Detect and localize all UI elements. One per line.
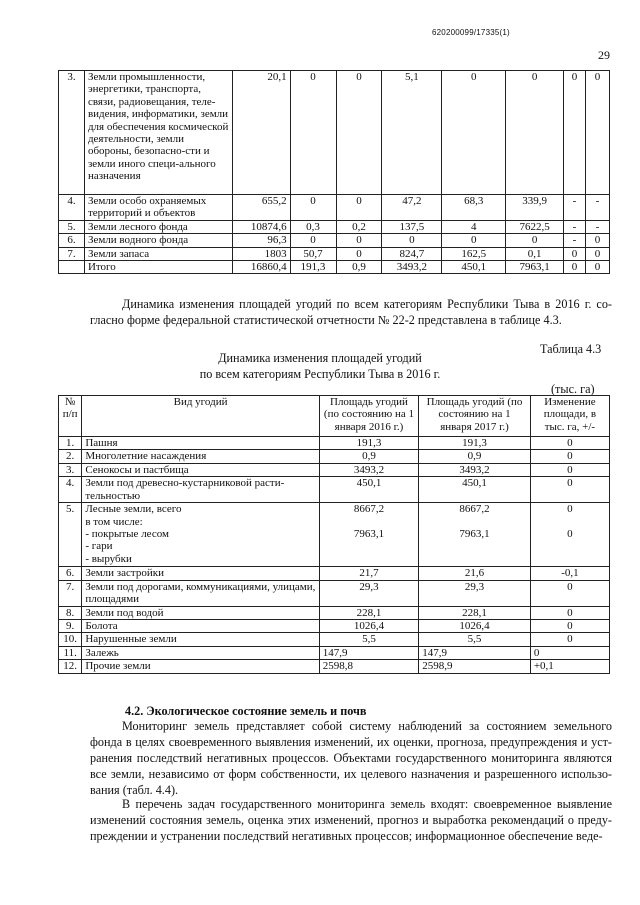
row-number: [59, 261, 85, 274]
cell-value: 0: [336, 247, 382, 260]
table-row: [59, 477, 610, 503]
land-type-name: Земли застройки: [82, 567, 319, 580]
area-2017: 5,5: [419, 633, 531, 646]
cell-value: 0: [585, 71, 609, 195]
cell-value: 339,9: [506, 195, 564, 221]
area-change: 0: [530, 477, 609, 503]
cell-value: 0: [442, 234, 506, 247]
land-type-name: Земли под дорогами, коммуникациями, улицами, площадями: [82, 580, 319, 606]
area-change: 0: [530, 646, 609, 659]
cell-value: 96,3: [232, 234, 290, 247]
cell-value: -: [564, 234, 586, 247]
header-area-2017: Площадь угодий (по состоянию на 1 января 2017 г.): [419, 396, 531, 437]
table-row: [59, 220, 610, 233]
area-change: 0 0: [530, 503, 609, 567]
cell-value: 1803: [232, 247, 290, 260]
land-category-name: Земли особо охраняемых территорий и объектов: [84, 195, 232, 221]
area-2016: 5,5: [319, 633, 418, 646]
cell-value: 3493,2: [382, 261, 442, 274]
land-type-name: Прочие земли: [82, 660, 319, 673]
table-header-row: [59, 396, 610, 437]
document-id: 620200099/17335(1): [432, 28, 510, 37]
area-2016: 191,3: [319, 437, 418, 450]
cell-value: 191,3: [290, 261, 336, 274]
table-row: [59, 646, 610, 659]
area-change: 0: [530, 633, 609, 646]
row-number: 3.: [59, 71, 85, 195]
row-number: 7.: [59, 580, 82, 606]
area-change: 0: [530, 606, 609, 619]
cell-value: 450,1: [442, 261, 506, 274]
cell-value: 0: [564, 71, 586, 195]
table-row: [59, 71, 610, 195]
area-2016: 1026,4: [319, 620, 418, 633]
cell-value: 0: [506, 234, 564, 247]
row-number: 5.: [59, 503, 82, 567]
row-number: 4.: [59, 477, 82, 503]
area-2017: 450,1: [419, 477, 531, 503]
area-2016: 21,7: [319, 567, 418, 580]
land-category-name: Итого: [84, 261, 232, 274]
area-2017: 21,6: [419, 567, 531, 580]
row-number: 4.: [59, 195, 85, 221]
land-category-name: Земли водного фонда: [84, 234, 232, 247]
cell-value: 0: [382, 234, 442, 247]
cell-value: 68,3: [442, 195, 506, 221]
land-type-name: Залежь: [82, 646, 319, 659]
cell-value: 824,7: [382, 247, 442, 260]
table-row: [59, 503, 610, 567]
cell-value: 0: [442, 71, 506, 195]
cell-value: 0: [290, 234, 336, 247]
table-title-line-1: Динамика изменения площадей угодий: [218, 351, 422, 365]
cell-value: 0: [290, 71, 336, 195]
cell-value: 20,1: [232, 71, 290, 195]
cell-value: 137,5: [382, 220, 442, 233]
page-number: 29: [598, 48, 610, 62]
cell-value: -: [564, 195, 586, 221]
row-number: 10.: [59, 633, 82, 646]
cell-value: 0: [585, 234, 609, 247]
land-type-name: Лесные земли, всего в том числе: - покрытые лесом - гари - вырубки: [82, 503, 319, 567]
row-number: 6.: [59, 234, 85, 247]
area-2016: 147,9: [319, 646, 418, 659]
area-2017: 1026,4: [419, 620, 531, 633]
area-2017: 228,1: [419, 606, 531, 619]
cell-value: 7622,5: [506, 220, 564, 233]
cell-value: 0: [564, 261, 586, 274]
area-2016: 8667,2 7963,1: [319, 503, 418, 567]
cell-value: 0,9: [336, 261, 382, 274]
header-area-2016: Площадь угодий (по состоянию на 1 января 2016 г.): [319, 396, 418, 437]
area-2016: 3493,2: [319, 463, 418, 476]
cell-value: 655,2: [232, 195, 290, 221]
area-change: 0: [530, 463, 609, 476]
cell-value: 50,7: [290, 247, 336, 260]
header-num: № п/п: [59, 396, 82, 437]
row-number: 1.: [59, 437, 82, 450]
land-type-name: Пашня: [82, 437, 319, 450]
cell-value: 0,2: [336, 220, 382, 233]
area-2017: 0,9: [419, 450, 531, 463]
land-category-name: Земли запаса: [84, 247, 232, 260]
row-number: 9.: [59, 620, 82, 633]
table-row: [59, 660, 610, 673]
cell-value: 0,1: [506, 247, 564, 260]
row-number: 8.: [59, 606, 82, 619]
area-2016: 450,1: [319, 477, 418, 503]
cell-value: 0: [290, 195, 336, 221]
table-row: [59, 195, 610, 221]
area-change: 0: [530, 450, 609, 463]
cell-value: 5,1: [382, 71, 442, 195]
table-row: [59, 567, 610, 580]
row-number: 6.: [59, 567, 82, 580]
row-number: 11.: [59, 646, 82, 659]
section-heading: 4.2. Экологическое состояние земель и почв: [125, 704, 367, 718]
land-type-name: Земли под водой: [82, 606, 319, 619]
table-row: [59, 463, 610, 476]
row-number: 2.: [59, 450, 82, 463]
land-type-name: Сенокосы и пастбища: [82, 463, 319, 476]
area-change: 0: [530, 620, 609, 633]
land-category-name: Земли промышленности, энергетики, транспорта, связи, радиовещания, теле-видения, информатики, земли для обеспечения космической деятельности, земли обороны, безопасно-сти и земли иного специ-ального назначения: [84, 71, 232, 195]
header-change: Изменение площади, в тыс. га, +/-: [530, 396, 609, 437]
area-2017: 8667,2 7963,1: [419, 503, 531, 567]
area-change: 0: [530, 437, 609, 450]
land-type-name: Земли под древесно-кустарниковой расти-тельностью: [82, 477, 319, 503]
cell-value: 16860,4: [232, 261, 290, 274]
cell-value: 0: [336, 195, 382, 221]
area-2017: 29,3: [419, 580, 531, 606]
cell-value: 0,3: [290, 220, 336, 233]
area-2017: 191,3: [419, 437, 531, 450]
area-2016: 0,9: [319, 450, 418, 463]
paragraph-monitoring: Мониторинг земель представляет собой систему наблюдений за состоянием земельного фонда в целях своевременного выявления изменений, их оценки, прогноза, предупреждения и уст-ранения последствий негативных процессов. Объектами государственного мониторинга являются все земли, независимо от форм собственности, их целевого назначения и разрешенного использо-вания (табл. 4.4).: [90, 719, 612, 797]
cell-value: 0: [564, 247, 586, 260]
table-row: [59, 437, 610, 450]
land-type-name: Многолетние насаждения: [82, 450, 319, 463]
cell-value: 0: [336, 71, 382, 195]
cell-value: 10874,6: [232, 220, 290, 233]
cell-value: -: [585, 195, 609, 221]
land-categories-table: [58, 70, 610, 274]
area-2016: 29,3: [319, 580, 418, 606]
header-land-type: Вид угодий: [82, 396, 319, 437]
paragraph-dynamics-intro: Динамика изменения площадей угодий по всем категориям Республики Тыва в 2016 г. со-гласно форме федеральной статистической отчетности № 22-2 представлена в таблице 4.3.: [90, 297, 612, 327]
table-row: [59, 450, 610, 463]
area-change: +0,1: [530, 660, 609, 673]
table-row: [59, 261, 610, 274]
area-2016: 2598,8: [319, 660, 418, 673]
cell-value: 0: [585, 247, 609, 260]
land-type-name: Нарушенные земли: [82, 633, 319, 646]
cell-value: 162,5: [442, 247, 506, 260]
land-type-name: Болота: [82, 620, 319, 633]
table-units: (тыс. га): [551, 382, 595, 396]
table-label: Таблица 4.3: [540, 342, 602, 356]
table-row: [59, 247, 610, 260]
row-number: 3.: [59, 463, 82, 476]
row-number: 7.: [59, 247, 85, 260]
area-change: -0,1: [530, 567, 609, 580]
cell-value: 47,2: [382, 195, 442, 221]
cell-value: 0: [336, 234, 382, 247]
cell-value: 0: [506, 71, 564, 195]
land-category-name: Земли лесного фонда: [84, 220, 232, 233]
cell-value: 0: [585, 261, 609, 274]
table-title-line-2: по всем категориям Республики Тыва в 2016 г.: [199, 367, 441, 381]
area-2017: 2598,9: [419, 660, 531, 673]
area-2016: 228,1: [319, 606, 418, 619]
paragraph-monitoring-tasks: В перечень задач государственного мониторинга земель входят: своевременное выявление изменений состояния земель, оценка этих изменений, прогноз и выработка рекомендаций о преду-преждении и устранении последствий негативных процессов; информационное обеспечение веде-: [90, 797, 612, 843]
cell-value: 7963,1: [506, 261, 564, 274]
table-row: [59, 580, 610, 606]
area-2017: 3493,2: [419, 463, 531, 476]
cell-value: -: [585, 220, 609, 233]
land-dynamics-table: [58, 395, 610, 674]
row-number: 12.: [59, 660, 82, 673]
cell-value: -: [564, 220, 586, 233]
table-row: [59, 234, 610, 247]
cell-value: 4: [442, 220, 506, 233]
row-number: 5.: [59, 220, 85, 233]
area-2017: 147,9: [419, 646, 531, 659]
area-change: 0: [530, 580, 609, 606]
table-row: [59, 606, 610, 619]
table-row: [59, 620, 610, 633]
table-row: [59, 633, 610, 646]
